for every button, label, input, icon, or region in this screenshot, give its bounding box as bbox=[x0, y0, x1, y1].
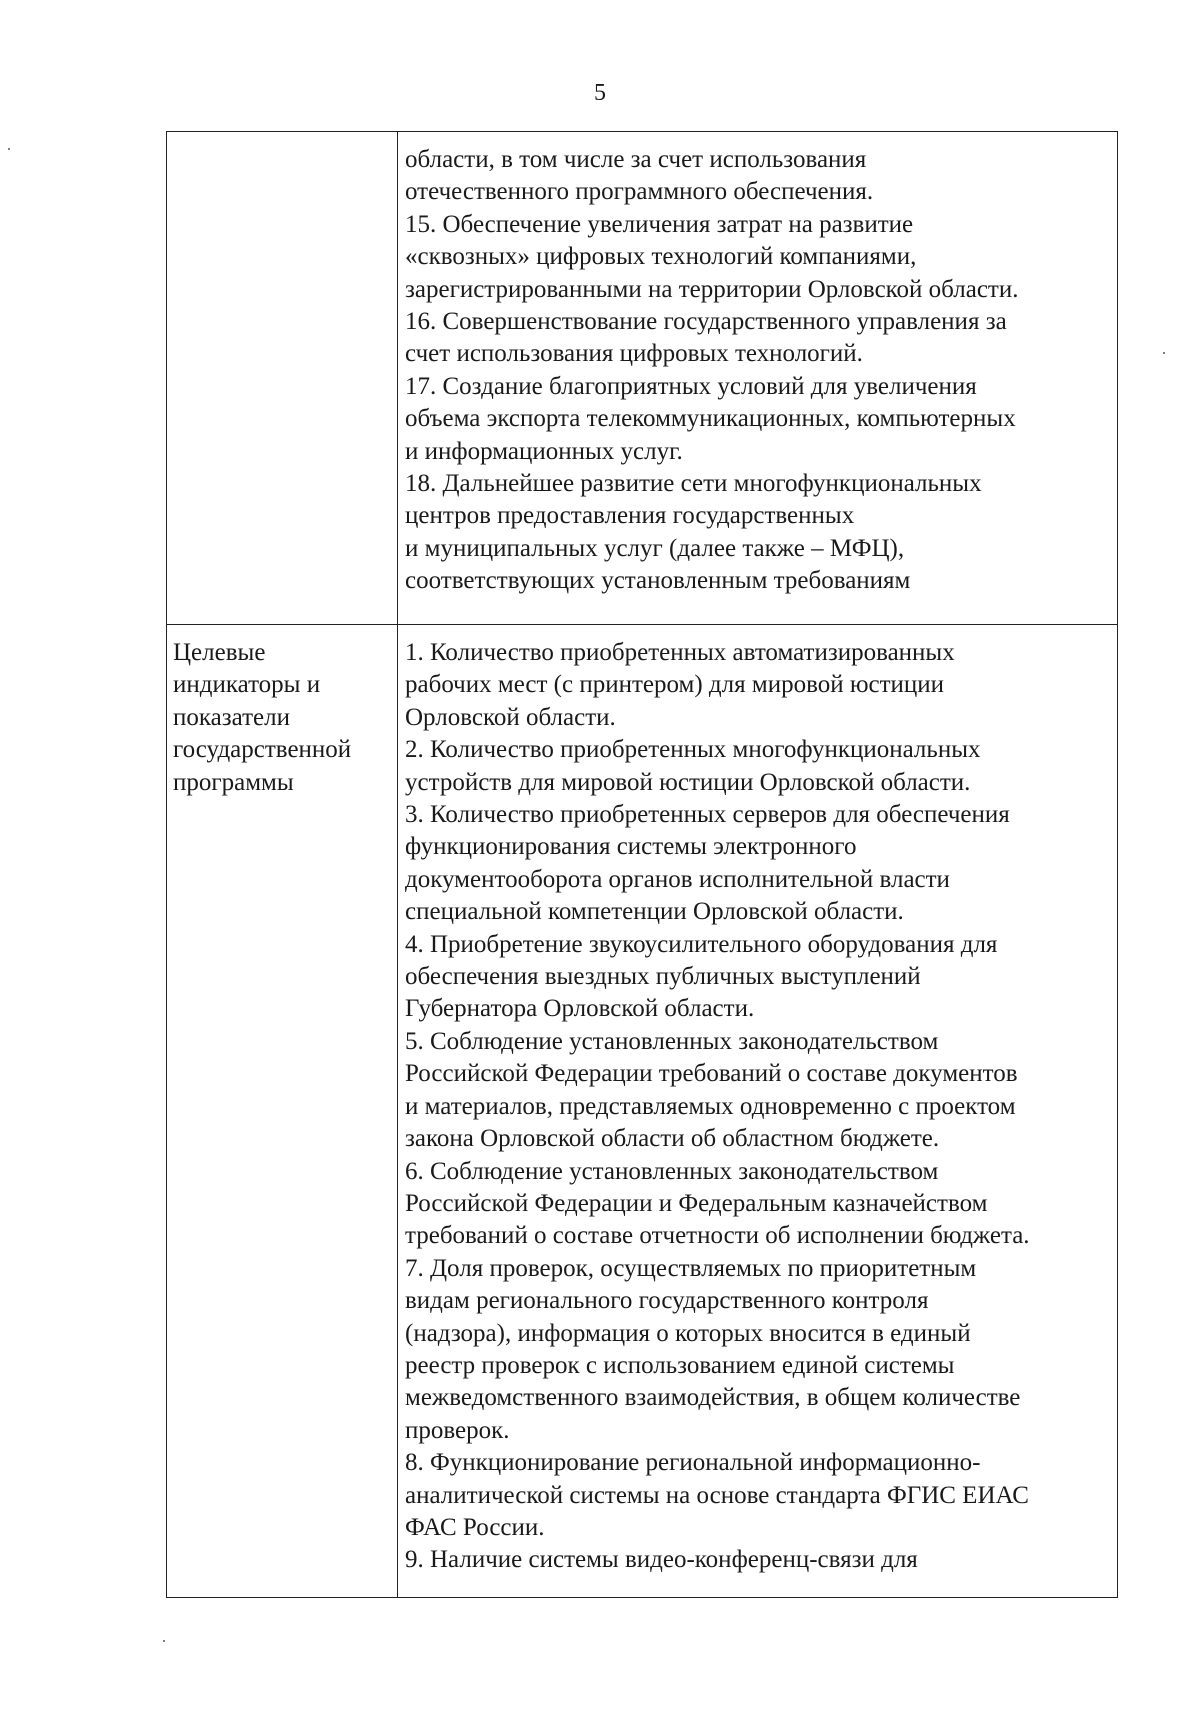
text-line: требований о составе отчетности об исполнении бюджета. bbox=[405, 1222, 1030, 1250]
text-line: видам регионального государственного контроля bbox=[405, 1287, 929, 1315]
text-line: государственной bbox=[173, 736, 352, 764]
text-line: 7. Доля проверок, осуществляемых по приоритетным bbox=[405, 1254, 977, 1282]
text-line: Целевые bbox=[173, 639, 266, 666]
text-line: 3. Количество приобретенных серверов для обеспечения bbox=[405, 801, 1010, 829]
text-line: 15. Обеспечение увеличения затрат на развитие bbox=[405, 210, 914, 238]
text-line: 18. Дальнейшее развитие сети многофункциональных bbox=[405, 470, 982, 498]
text-line: 2. Количество приобретенных многофункциональных bbox=[405, 736, 981, 764]
text-line: (надзора), информация о которых вносится в единый bbox=[405, 1319, 971, 1347]
text-line: реестр проверок с использованием единой системы bbox=[405, 1351, 955, 1379]
text-line: проверок. bbox=[405, 1416, 510, 1444]
text-line: зарегистрированными на территории Орловской области. bbox=[405, 275, 1019, 303]
text-line: области, в том числе за счет использования bbox=[405, 146, 867, 173]
text-line: центров предоставления государственных bbox=[405, 502, 855, 530]
text-line: 16. Совершенствование государственного управления за bbox=[405, 308, 1007, 336]
text-line: 6. Соблюдение установленных законодательством bbox=[405, 1157, 939, 1185]
text-line: 8. Функционирование региональной информационно- bbox=[405, 1449, 981, 1477]
text-line: обеспечения выездных публичных выступлений bbox=[405, 963, 921, 991]
text-line: Губернатора Орловской области. bbox=[405, 995, 755, 1023]
text-line: Российской Федерации и Федеральным казначейством bbox=[405, 1189, 988, 1217]
text-line: рабочих мест (с принтером) для мировой юстиции bbox=[405, 671, 945, 699]
scan-speck bbox=[1163, 352, 1165, 354]
text-line: индикаторы и bbox=[173, 671, 321, 699]
text-line: закона Орловской области об областном бюджете. bbox=[405, 1125, 940, 1153]
text-line: «сквозных» цифровых технологий компаниями, bbox=[405, 243, 917, 271]
content-cell-indicators-list bbox=[398, 625, 1118, 1598]
text-line: функционирования системы электронного bbox=[405, 833, 857, 861]
text-line: Российской Федерации требований о составе документов bbox=[405, 1060, 1018, 1088]
text-line: Орловской области. bbox=[405, 703, 616, 731]
text-line: ФАС России. bbox=[405, 1513, 545, 1541]
text-line: программы bbox=[173, 768, 294, 796]
text-line: аналитической системы на основе стандарта ФГИС ЕИАС bbox=[405, 1481, 1029, 1509]
text-line: устройств для мировой юстиции Орловской области. bbox=[405, 768, 971, 796]
scan-speck bbox=[8, 148, 10, 150]
text-line: показатели bbox=[173, 703, 290, 731]
label-cell-target-indicators bbox=[167, 625, 398, 1598]
program-passport-table bbox=[166, 131, 1118, 1598]
text-line: 4. Приобретение звукоусилительного оборудования для bbox=[405, 930, 998, 958]
text-line: межведомственного взаимодействия, в общем количестве bbox=[405, 1384, 1021, 1412]
text-line: отечественного программного обеспечения. bbox=[405, 178, 874, 206]
text-line: и информационных услуг. bbox=[405, 437, 683, 465]
text-line: 5. Соблюдение установленных законодательством bbox=[405, 1027, 939, 1055]
content-cell bbox=[398, 132, 1118, 625]
text-line: и материалов, представляемых одновременно с проектом bbox=[405, 1092, 1016, 1120]
table-row bbox=[167, 625, 1118, 1598]
page-number: 5 bbox=[594, 80, 606, 106]
table-row bbox=[167, 132, 1118, 625]
text-line: и муниципальных услуг (далее также – МФЦ), bbox=[405, 534, 905, 562]
text-line: специальной компетенции Орловской области. bbox=[405, 898, 904, 926]
label-cell bbox=[167, 132, 398, 625]
text-line: 17. Создание благоприятных условий для увеличения bbox=[405, 372, 977, 400]
text-line: 9. Наличие системы видео-конференц-связи для bbox=[405, 1546, 918, 1574]
text-line: 1. Количество приобретенных автоматизированных bbox=[405, 639, 955, 666]
text-line: счет использования цифровых технологий. bbox=[405, 340, 863, 368]
scan-speck bbox=[163, 1640, 165, 1642]
text-line: соответствующих установленным требованиям bbox=[405, 567, 911, 595]
text-line: документооборота органов исполнительной власти bbox=[405, 865, 950, 893]
text-line: объема экспорта телекоммуникационных, компьютерных bbox=[405, 405, 1016, 433]
